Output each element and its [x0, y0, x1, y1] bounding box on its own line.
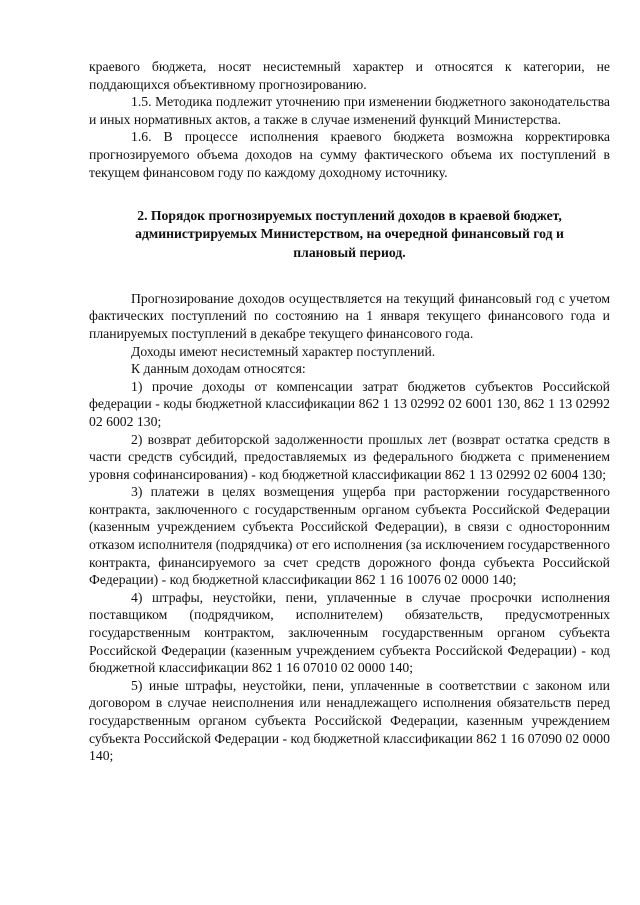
- list-item-2: 2) возврат дебиторской задолженности прошлых лет (возврат остатка средств в части средств субсидий, предоставляемых из федерального бюджета с применением уровня софинансирования) - код бюджетной классификации 862 1 13 02992 02 6004 130;: [89, 431, 610, 482]
- document-page: [89, 58, 610, 765]
- list-item-3: 3) платежи в целях возмещения ущерба при расторжении государственного контракта, заключенного с государственным органом субъекта Российской Федерации (казенным учреждением субъекта Российской Федерации), в связи с односторонним отказом исполнителя (подрядчика) от его исполнения (за исключением государственного контракта, финансируемого за счет средств дорожного фонда субъекта Российской Федерации) - код бюджетной классификации 862 1 16 10076 02 0000 140;: [89, 484, 610, 588]
- paragraph-1-5: 1.5. Методика подлежит уточнению при изменении бюджетного законодательства и иных нормативных актов, а также в случае изменений функций Министерства.: [89, 94, 610, 127]
- paragraph-1-6: 1.6. В процессе исполнения краевого бюджета возможна корректировка прогнозируемого объема доходов на сумму фактического объема их поступлений в текущем финансовом году по каждому доходному источнику.: [89, 129, 610, 180]
- paragraph-list-intro: К данным доходам относятся:: [131, 361, 306, 377]
- heading-line: администрируемых Министерством, на очередной финансовый год и: [135, 226, 564, 242]
- list-item-4: 4) штрафы, неустойки, пени, уплаченные в случае просрочки исполнения поставщиком (подрядчиком, исполнителем) обязательств, предусмотренных государственным контрактом, заключенным государственным органом субъекта Российской Федерации (казенным учреждением субъекта Российской Федерации) - код бюджетной классификации 862 1 16 07010 02 0000 140;: [89, 589, 610, 676]
- heading-line: плановый период.: [293, 244, 406, 260]
- heading-line: 2. Порядок прогнозируемых поступлений доходов в краевой бюджет,: [137, 208, 562, 224]
- paragraph-forecast: Прогнозирование доходов осуществляется на текущий финансовый год с учетом фактических поступлений по состоянию на 1 января текущего финансового года и планируемых поступлений в декабре текущего финансового года.: [89, 290, 610, 341]
- list-item-1: 1) прочие доходы от компенсации затрат бюджетов субъектов Российской федерации - коды бюджетной классификации 862 1 13 02992 02 6001 130, 862 1 13 02992 02 6002 130;: [89, 378, 610, 429]
- list-item-5: 5) иные штрафы, неустойки, пени, уплаченные в соответствии с законом или договором в случае неисполнения или ненадлежащего исполнения обязательств перед государственным органом субъекта Российской Федерации, казенным учреждением субъекта Российской Федерации - код бюджетной классификации 862 1 16 07090 02 0000 140;: [89, 677, 610, 764]
- paragraph-nature: Доходы имеют несистемный характер поступлений.: [131, 343, 436, 359]
- paragraph-continued: краевого бюджета, носят несистемный характер и относятся к категории, не поддающихся объективному прогнозированию.: [89, 59, 610, 92]
- section-2-heading: [89, 207, 610, 262]
